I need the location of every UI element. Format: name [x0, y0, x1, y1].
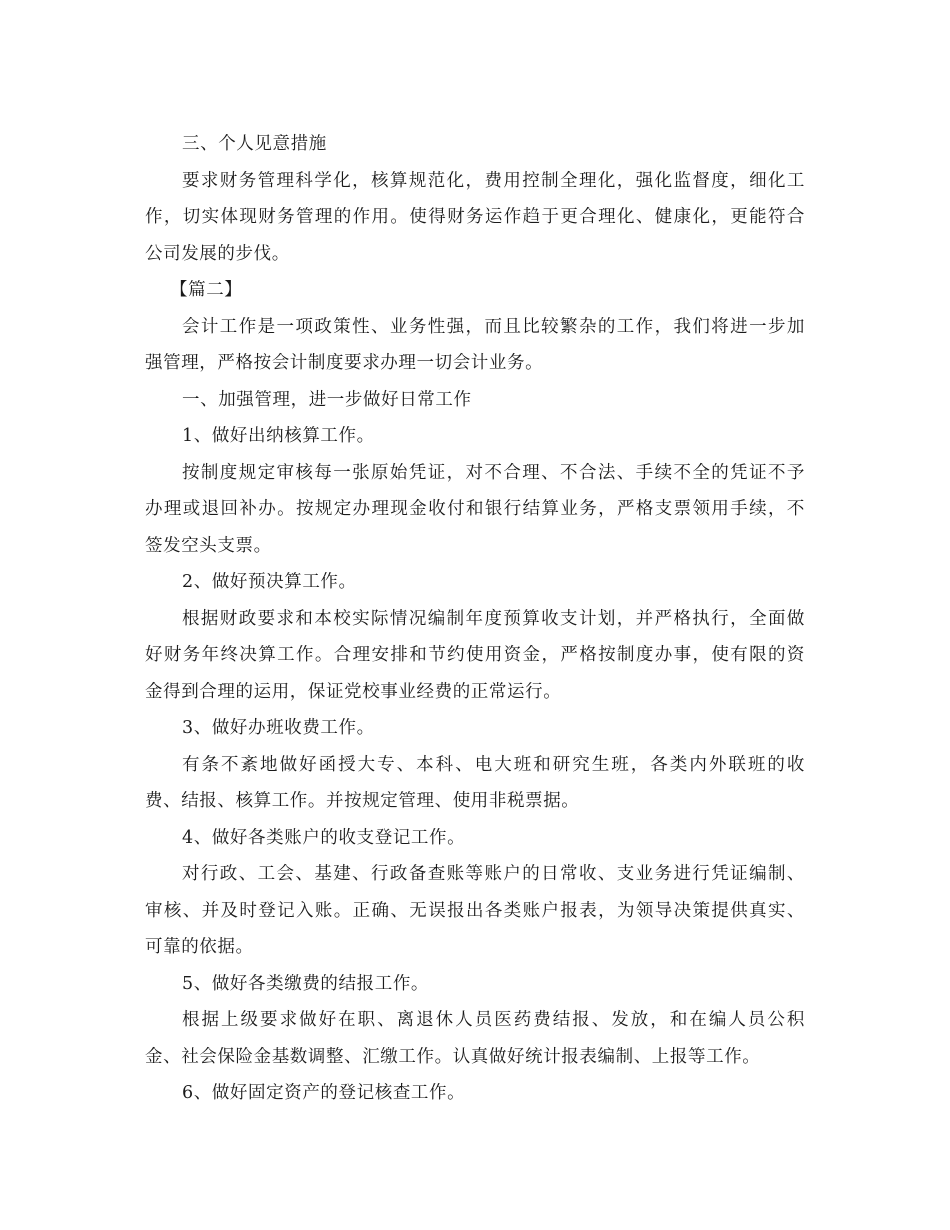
paragraph-line: 根据上级要求做好在职、离退休人员医药费结报、发放，和在编人员公积 [182, 1010, 805, 1030]
paragraph-line: 金得到合理的运用，保证党校事业经费的正常运行。 [145, 681, 562, 702]
paragraph-line: 费、结报、核算工作。并按规定管理、使用非税票据。 [145, 791, 580, 811]
paragraph-line: 有条不紊地做好函授大专、本科、电大班和研究生班，各类内外联班的收 [182, 754, 805, 775]
paragraph-line: 对行政、工会、基建、行政备查账等账户的日常收、支业务进行凭证编制、 [182, 864, 805, 884]
document-body [145, 126, 805, 1112]
item-heading-cashier: 1、做好出纳核算工作。 [182, 426, 375, 446]
item-heading-class-fees: 3、做好办班收费工作。 [182, 718, 375, 738]
paragraph-line: 审核、并及时登记入账。正确、无误报出各类账户报表，为领导决策提供真实、 [145, 900, 805, 921]
item-heading-budget: 2、做好预决算工作。 [182, 572, 357, 592]
part-two-heading: 【篇二】 [170, 280, 243, 300]
paragraph-line: 金、社会保险金基数调整、汇缴工作。认真做好统计报表编制、上报等工作。 [145, 1046, 761, 1067]
paragraph-line: 会计工作是一项政策性、业务性强，而且比较繁杂的工作，我们将进一步加 [182, 316, 805, 337]
paragraph-line: 强管理，严格按会计制度要求办理一切会计业务。 [145, 353, 544, 373]
section-heading-personal-opinion: 三、个人见意措施 [182, 134, 327, 154]
paragraph-line: 根据财政要求和本校实际情况编制年度预算收支计划，并严格执行，全面做 [182, 608, 805, 629]
paragraph-line: 可靠的依据。 [145, 937, 254, 957]
paragraph-line: 好财务年终决算工作。合理安排和节约使用资金，严格按制度办事，使有限的资 [145, 645, 805, 665]
paragraph-line: 按制度规定审核每一张原始凭证，对不合理、不合法、手续不全的凭证不予 [182, 462, 805, 483]
paragraph-line: 签发空头支票。 [145, 535, 272, 556]
paragraph-line: 公司发展的步伐。 [145, 243, 290, 264]
item-heading-fixed-assets: 6、做好固定资产的登记核查工作。 [182, 1083, 466, 1103]
paragraph-line: 作，切实体现财务管理的作用。使得财务运作趋于更合理化、健康化，更能符合 [145, 207, 805, 227]
item-heading-accounts: 4、做好各类账户的收支登记工作。 [182, 827, 466, 848]
paragraph-line: 办理或退回补办。按规定办理现金收付和银行结算业务，严格支票领用手续，不 [145, 499, 805, 519]
item-heading-payments: 5、做好各类缴费的结报工作。 [182, 973, 430, 994]
section-heading-daily-work: 一、加强管理，进一步做好日常工作 [182, 389, 472, 410]
paragraph-line: 要求财务管理科学化，核算规范化，费用控制全理化，强化监督度，细化工 [182, 170, 805, 191]
